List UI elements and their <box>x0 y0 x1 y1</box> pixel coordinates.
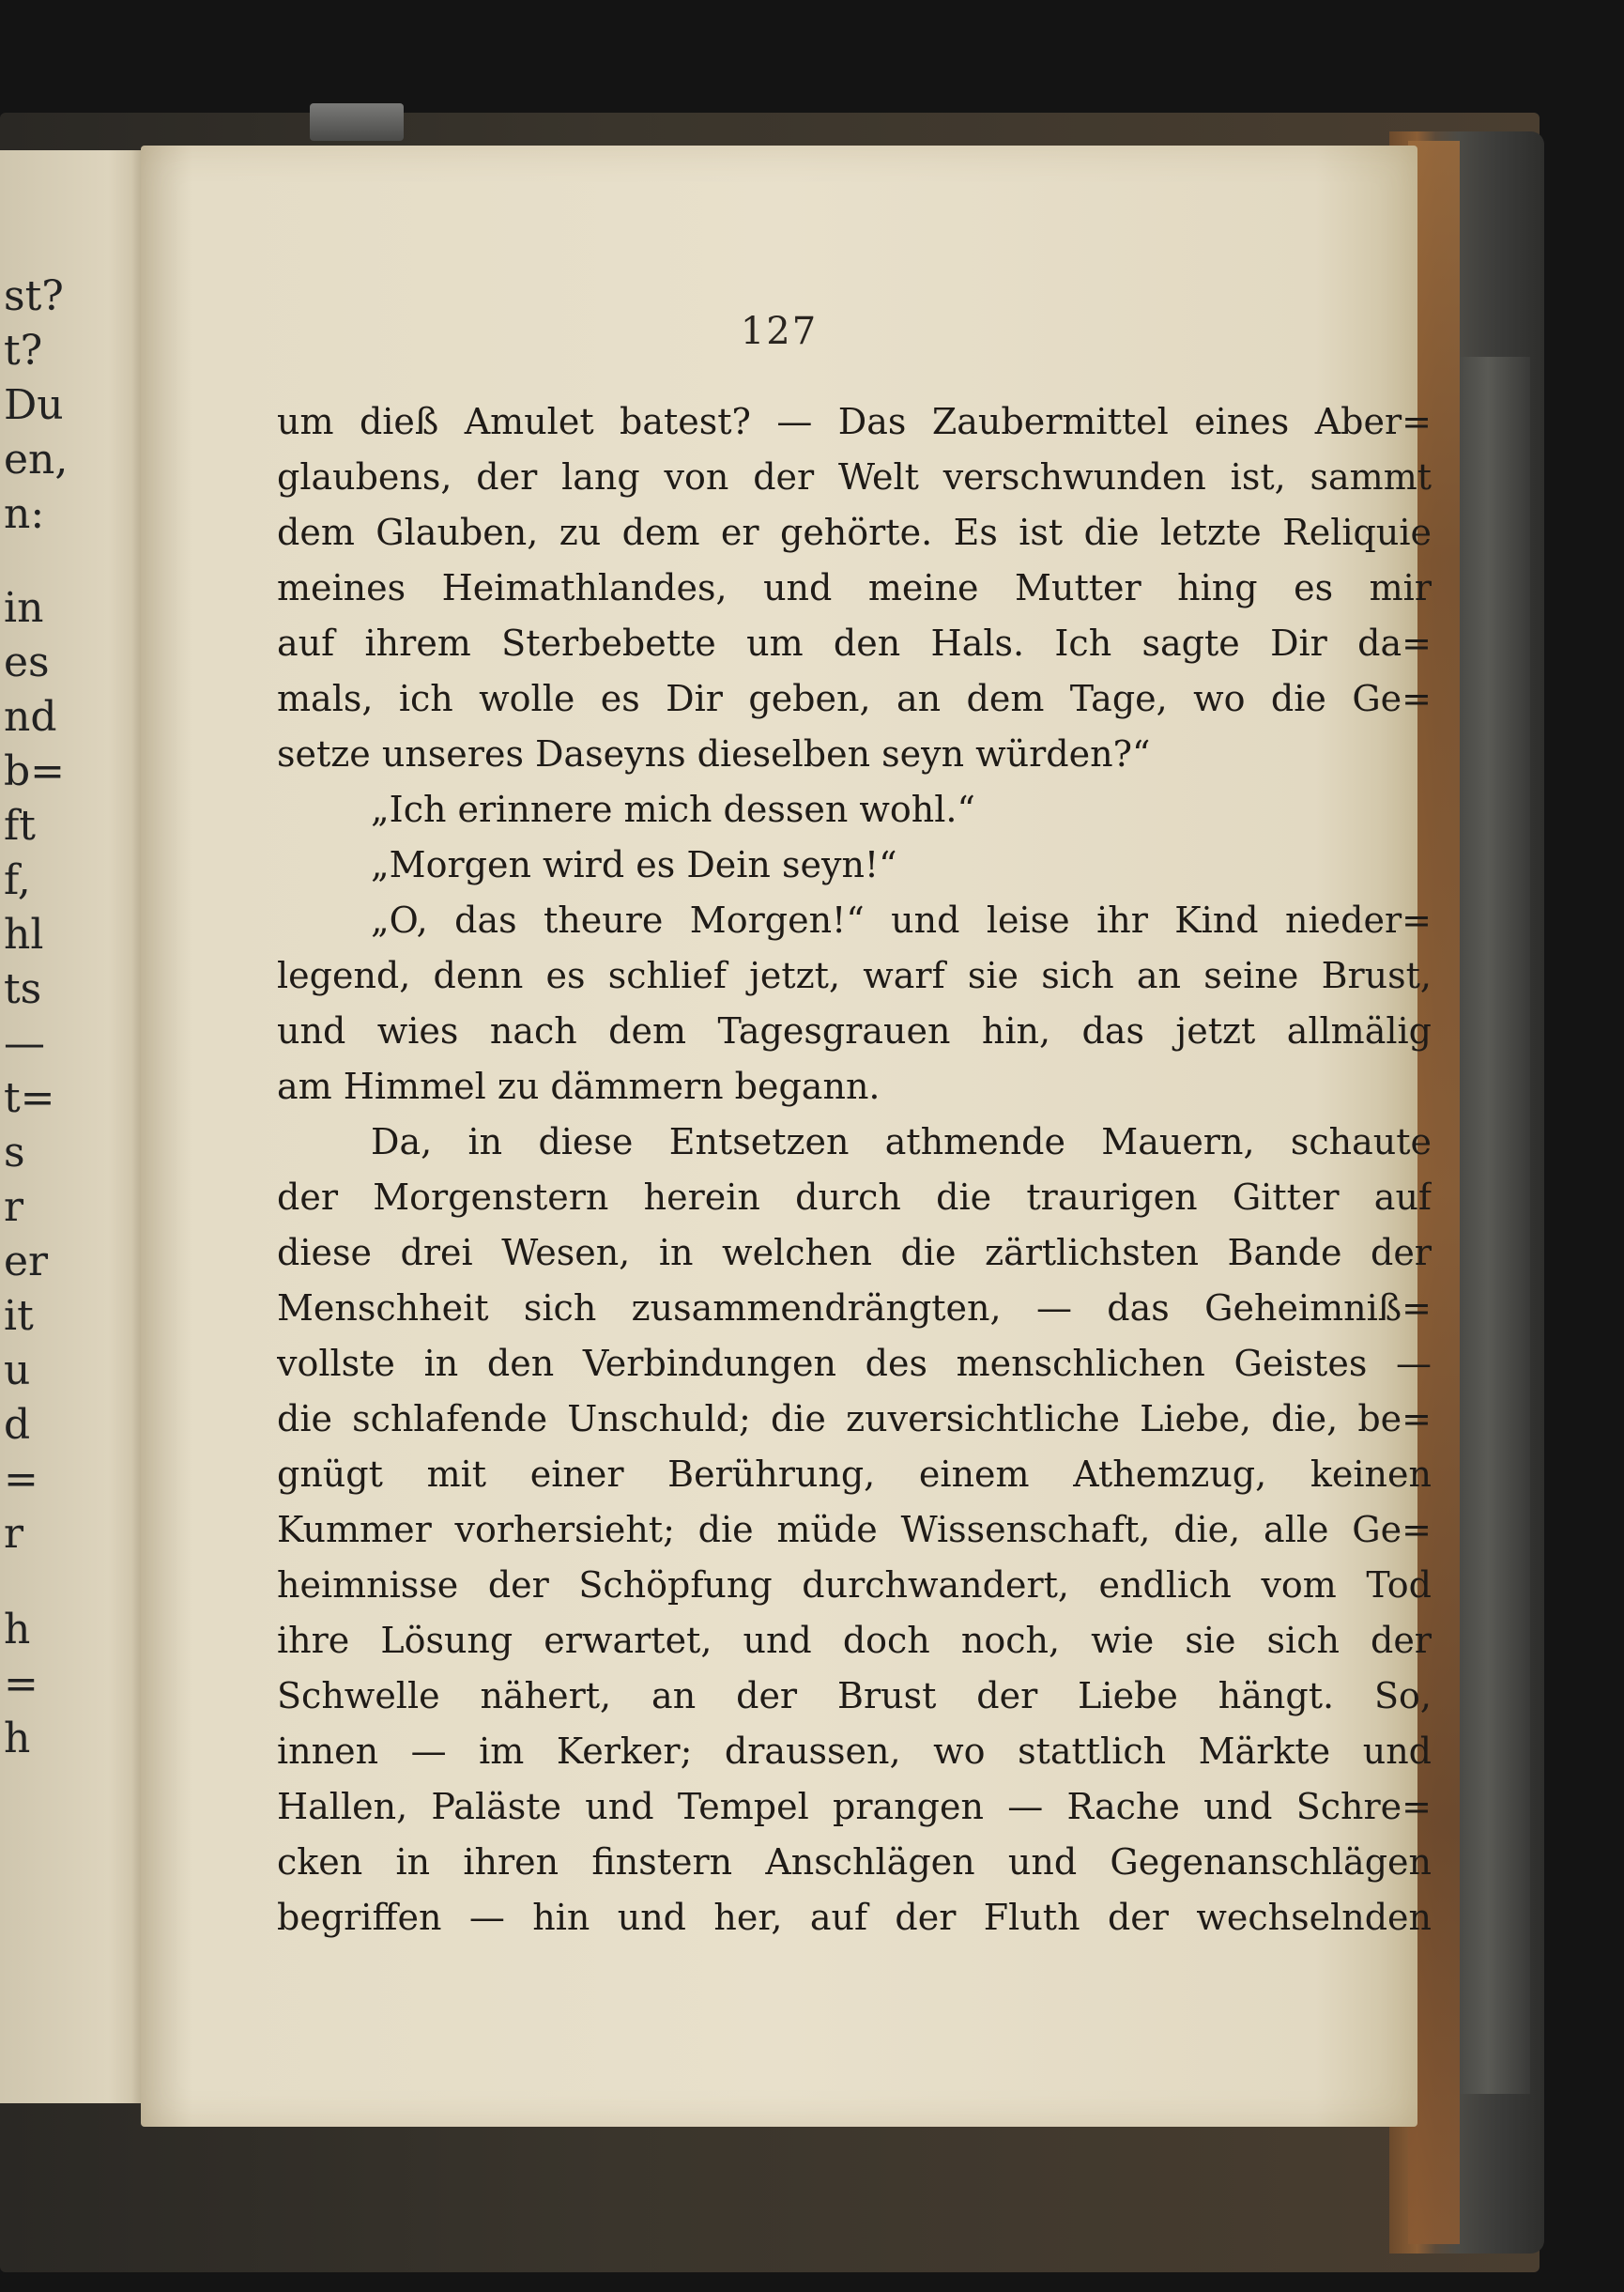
text-line: vollste in den Verbindungen des menschlichen Geistes — <box>277 1343 1432 1384</box>
left-fragment: it <box>4 1292 34 1340</box>
left-fragment: ts <box>4 965 42 1013</box>
left-fragment: r <box>4 1510 24 1558</box>
text-line: diese drei Wesen, in welchen die zärtlichsten Bande der <box>277 1232 1432 1273</box>
text-line: legend, denn es schlief jetzt, warf sie sich an seine Brust, <box>277 955 1432 996</box>
text-line: Kummer vorhersieht; die müde Wissenschaft, die, alle Ge= <box>277 1509 1432 1550</box>
text-line: gnügt mit einer Berührung, einem Athemzug, keinen <box>277 1454 1432 1495</box>
text-line: Schwelle nähert, an der Brust der Liebe hängt. So, <box>277 1675 1432 1716</box>
left-fragment: r <box>4 1183 24 1231</box>
left-fragment: h <box>4 1715 31 1762</box>
left-fragment: — <box>4 1020 45 1068</box>
left-fragment: hl <box>4 911 44 959</box>
left-fragment: b= <box>4 747 66 795</box>
text-line: um dieß Amulet batest? — Das Zaubermittel eines Aber= <box>277 401 1432 442</box>
text-line: „Ich erinnere mich dessen wohl.“ <box>371 789 975 830</box>
text-line: auf ihrem Sterbebette um den Hals. Ich sagte Dir da= <box>277 623 1432 664</box>
left-fragment: en, <box>4 436 69 484</box>
text-line: die schlafende Unschuld; die zuversichtliche Liebe, die, be= <box>277 1398 1432 1439</box>
text-line: glaubens, der lang von der Welt verschwunden ist, sammt <box>277 456 1432 498</box>
text-line: setze unseres Daseyns dieselben seyn würden?“ <box>277 733 1151 775</box>
left-fragment: s <box>4 1129 25 1177</box>
left-fragment: = <box>4 1455 38 1503</box>
left-fragment: n: <box>4 490 45 538</box>
text-line: mals, ich wolle es Dir geben, an dem Tage, wo die Ge= <box>277 678 1432 719</box>
text-line: begriffen — hin und her, auf der Fluth der wechselnden <box>277 1897 1432 1938</box>
left-fragment: es <box>4 638 50 686</box>
text-line: meines Heimathlandes, und meine Mutter hing es mir <box>277 567 1432 608</box>
book-page <box>141 146 1432 2127</box>
text-line: innen — im Kerker; draussen, wo stattlich Märkte und <box>277 1731 1432 1772</box>
left-fragment: in <box>4 584 44 632</box>
left-fragment: f, <box>4 856 31 904</box>
left-fragment: t= <box>4 1074 55 1122</box>
text-line: Da, in diese Entsetzen athmende Mauern, schaute <box>371 1121 1432 1162</box>
left-fragment: = <box>4 1660 38 1708</box>
text-line: „Morgen wird es Dein seyn!“ <box>371 844 897 885</box>
left-fragment: t? <box>4 327 43 375</box>
page-number: 127 <box>740 310 819 353</box>
text-line: Menschheit sich zusammendrängten, — das Geheimniß= <box>277 1287 1432 1329</box>
text-line: am Himmel zu dämmern begann. <box>277 1066 881 1107</box>
left-fragment: st? <box>4 272 64 320</box>
text-line: ihre Lösung erwartet, und doch noch, wie sie sich der <box>277 1620 1432 1661</box>
text-line: dem Glauben, zu dem er gehörte. Es ist die letzte Reliquie <box>277 512 1432 553</box>
metal-clasp <box>310 103 404 141</box>
text-line: Hallen, Paläste und Tempel prangen — Rache und Schre= <box>277 1786 1432 1827</box>
left-fragment: d <box>4 1401 31 1449</box>
left-fragment: h <box>4 1606 31 1654</box>
left-fragment: u <box>4 1346 31 1394</box>
page-text <box>277 394 1432 1946</box>
text-line: heimnisse der Schöpfung durchwandert, endlich vom Tod <box>277 1564 1432 1606</box>
left-fragment: nd <box>4 693 57 741</box>
text-line: der Morgenstern herein durch die traurigen Gitter auf <box>277 1177 1432 1218</box>
left-fragment: ft <box>4 802 36 850</box>
spine-band <box>1460 357 1530 2094</box>
text-line: „O, das theure Morgen!“ und leise ihr Kind nieder= <box>371 900 1432 941</box>
text-line: cken in ihren finstern Anschlägen und Gegenanschlägen <box>277 1841 1432 1883</box>
left-fragment: er <box>4 1238 49 1285</box>
text-line: und wies nach dem Tagesgrauen hin, das jetzt allmälig <box>277 1010 1432 1052</box>
left-fragment: Du <box>4 381 64 429</box>
